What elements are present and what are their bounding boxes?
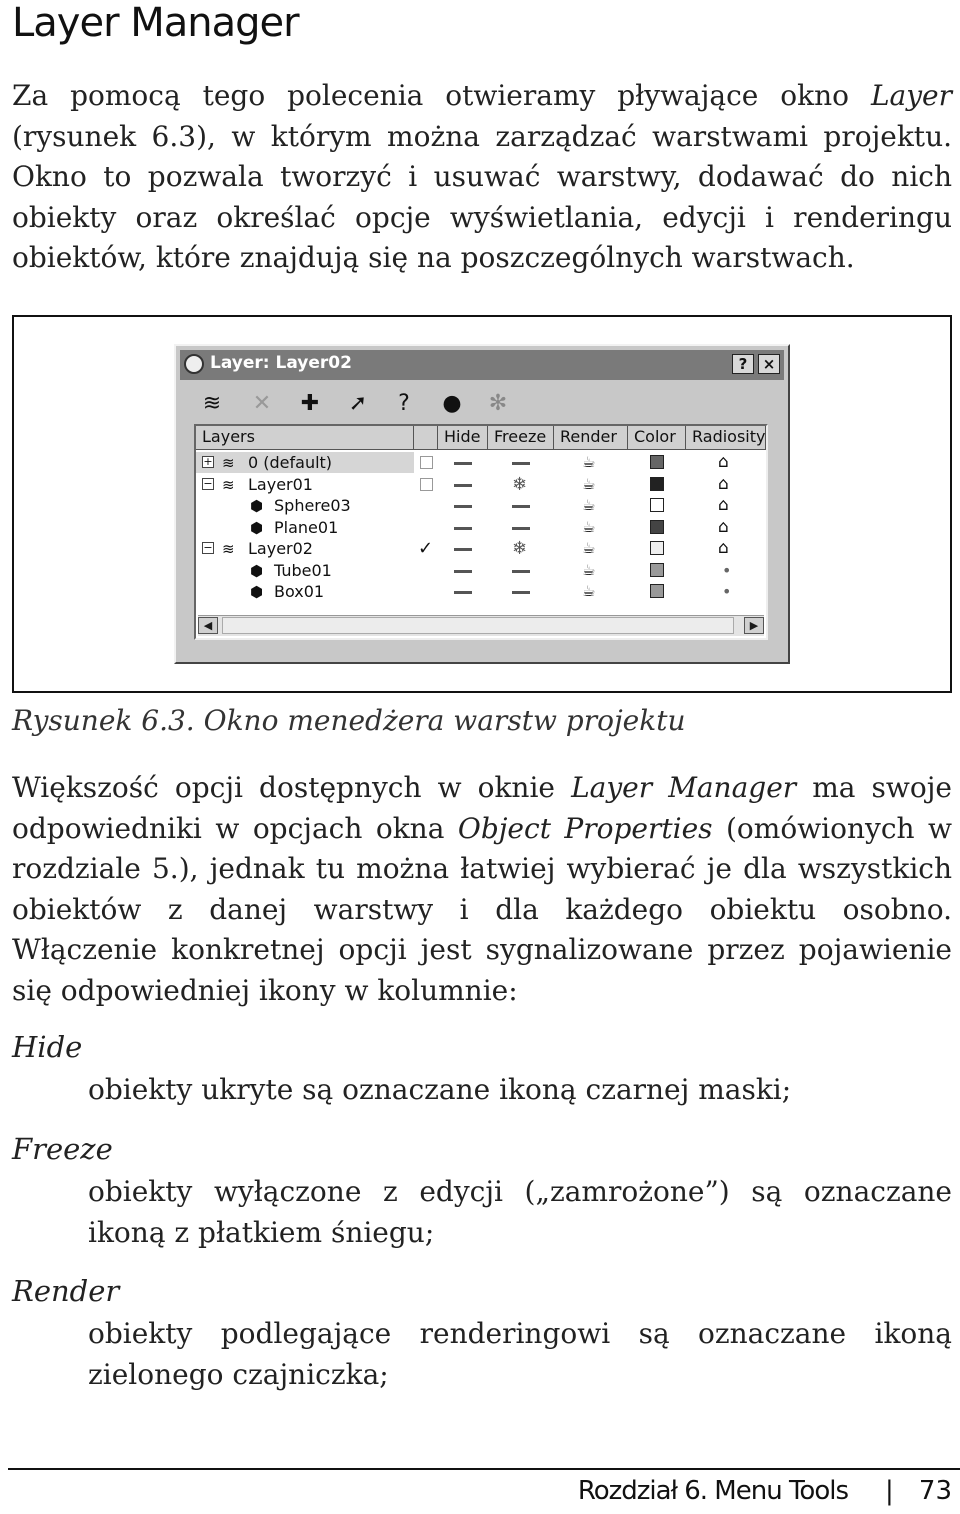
select-icon[interactable]: ➚	[348, 391, 368, 416]
layer-window	[174, 344, 790, 664]
hide-toggle-icon[interactable]	[454, 548, 472, 551]
hide-toggle-icon[interactable]	[454, 505, 472, 508]
layer-icon: ≋	[222, 454, 235, 472]
layer-name[interactable]: 0 (default)	[248, 453, 333, 472]
layer-name[interactable]: Tube01	[274, 560, 332, 580]
render-teapot-icon[interactable]: ☕	[582, 539, 596, 557]
definition-render: obiekty podlegające renderingowi są oznaczane ikoną zielonego czajniczka;	[88, 1317, 952, 1391]
radiosity-icon[interactable]: ⌂	[718, 495, 729, 515]
render-teapot-icon[interactable]: ☕	[582, 496, 596, 514]
render-teapot-icon[interactable]: ☕	[582, 474, 596, 493]
hide-toggle-icon[interactable]	[454, 527, 472, 530]
object-icon: ⬢	[250, 561, 264, 580]
layer-row[interactable]	[196, 538, 766, 559]
hide-all-icon[interactable]: ●	[442, 391, 462, 416]
page-heading: Layer Manager	[12, 0, 299, 46]
column-header-hide[interactable]: Hide	[438, 426, 488, 450]
scroll-thumb[interactable]	[222, 617, 734, 634]
column-header-freeze[interactable]: Freeze	[488, 426, 554, 450]
new-layer-icon[interactable]: ≋	[202, 391, 222, 416]
radiosity-icon[interactable]: ⌂	[718, 452, 729, 472]
active-checkbox[interactable]	[420, 456, 433, 469]
freeze-toggle-icon[interactable]	[512, 570, 530, 573]
expander-icon[interactable]: −	[203, 476, 213, 490]
text-run: Za pomocą tego polecenia otwieramy pływające okno	[12, 79, 871, 112]
figure-caption: Rysunek 6.3. Okno menedżera warstw projektu	[12, 704, 686, 737]
text-run: ma swoje odpowiedniki w opcjach okna	[12, 771, 952, 845]
app-logo-icon	[184, 354, 204, 374]
column-header-radiosity[interactable]: Radiosity	[686, 426, 766, 450]
render-teapot-icon[interactable]: ☕	[582, 453, 596, 471]
object-icon: ⬢	[250, 518, 264, 537]
footer-chapter: Rozdział 6. Menu Tools	[577, 1476, 848, 1506]
radiosity-icon[interactable]: ⌂	[718, 538, 729, 558]
layer-list	[194, 424, 768, 640]
hide-toggle-icon[interactable]	[454, 591, 472, 594]
text-run: Większość opcji dostępnych w oknie	[12, 771, 572, 804]
layer-row[interactable]	[196, 560, 766, 581]
column-header-color[interactable]: Color	[628, 426, 686, 450]
freeze-snowflake-icon[interactable]: ❄	[512, 538, 528, 559]
text-run: (omówionych w rozdziale 5.), jednak tu można łatwiej wybierać je dla wszystkich obiektów z danej warstwy i dla każdego obiektu osobno. Włączenie konkretnej opcji jest sygnalizowane przez pojawienie się odpowiedniej ikony w kolumnie:	[12, 811, 952, 1007]
close-button[interactable]: ×	[758, 354, 780, 374]
radiosity-icon[interactable]: ⌂	[718, 516, 729, 537]
freeze-snowflake-icon[interactable]: ❄	[512, 473, 528, 495]
color-swatch[interactable]	[650, 455, 664, 469]
term-freeze: Freeze	[12, 1132, 113, 1166]
expander-icon[interactable]: +	[203, 455, 213, 468]
active-checkbox[interactable]	[420, 478, 433, 491]
hide-toggle-icon[interactable]	[454, 570, 472, 573]
intro-paragraph	[12, 76, 952, 279]
freeze-toggle-icon[interactable]	[512, 591, 530, 594]
render-teapot-icon[interactable]: ☕	[582, 582, 596, 600]
layer-name[interactable]: Plane01	[274, 517, 339, 537]
text-run: (rysunek 6.3), w którym można zarządzać warstwami projektu. Okno to pozwala tworzyć i usuwać warstwy, dodawać do nich obiekty oraz określać opcje wyświetlania, edycji i renderingu obiektów, które znajdują się na poszczególnych warstwach.	[12, 119, 952, 275]
freeze-toggle-icon[interactable]	[512, 505, 530, 508]
object-icon: ⬢	[250, 497, 264, 515]
emphasis-object-properties: Object Properties	[457, 811, 713, 845]
color-swatch[interactable]	[650, 498, 664, 512]
term-render: Render	[12, 1274, 120, 1308]
layer-name[interactable]: Layer02	[248, 539, 313, 558]
hide-toggle-icon[interactable]	[454, 484, 472, 487]
column-header-layers[interactable]: Layers	[196, 426, 414, 450]
layer-icon: ≋	[222, 475, 235, 494]
color-swatch[interactable]	[650, 477, 664, 491]
footer-separator: |	[885, 1476, 894, 1506]
radiosity-icon[interactable]: ⌂	[718, 473, 729, 494]
radiosity-icon[interactable]: •	[722, 560, 732, 580]
horizontal-scrollbar[interactable]	[198, 615, 764, 636]
column-header-render[interactable]: Render	[554, 426, 628, 450]
render-teapot-icon[interactable]: ☕	[582, 560, 596, 579]
color-swatch[interactable]	[650, 541, 664, 555]
emphasis-layer: Layer	[870, 79, 952, 112]
page-number: 73	[918, 1476, 952, 1506]
layer-row[interactable]	[196, 452, 766, 473]
active-check-icon[interactable]: ✓	[418, 538, 434, 559]
layer-icon: ≋	[222, 540, 235, 558]
help-button[interactable]: ?	[732, 354, 754, 374]
layer-name[interactable]: Layer01	[248, 474, 313, 494]
add-to-layer-icon[interactable]: ✚	[300, 391, 320, 416]
column-header-active[interactable]	[414, 426, 438, 450]
definition-hide: obiekty ukryte są oznaczane ikoną czarnej maski;	[88, 1073, 792, 1106]
layer-name[interactable]: Box01	[274, 582, 325, 601]
color-swatch[interactable]	[650, 563, 664, 577]
definition-freeze: obiekty wyłączone z edycji („zamrożone”) są oznaczane ikoną z płatkiem śniegu;	[88, 1175, 952, 1249]
footer-rule	[8, 1468, 960, 1470]
window-title: Layer: Layer02	[210, 353, 352, 373]
layer-row[interactable]	[196, 474, 766, 495]
delete-icon[interactable]: ✕	[252, 391, 272, 416]
scroll-left-icon[interactable]: ◀	[198, 617, 218, 634]
color-swatch[interactable]	[650, 584, 664, 598]
layer-row[interactable]	[196, 495, 766, 516]
render-teapot-icon[interactable]: ☕	[582, 517, 596, 536]
radiosity-icon[interactable]: •	[722, 582, 732, 601]
layer-row[interactable]	[196, 581, 766, 602]
page-footer	[0, 1476, 960, 1512]
scroll-right-icon[interactable]: ▶	[744, 617, 764, 634]
term-hide: Hide	[12, 1030, 83, 1064]
body-paragraph	[12, 768, 952, 1012]
hide-toggle-icon[interactable]	[454, 462, 472, 465]
object-icon: ⬢	[250, 583, 264, 601]
freeze-toggle-icon[interactable]	[512, 462, 530, 465]
select-highlight-icon[interactable]: ?	[398, 391, 410, 416]
layer-name[interactable]: Sphere03	[274, 496, 351, 515]
window-titlebar[interactable]	[180, 350, 784, 380]
emphasis-layer-manager: Layer Manager	[571, 771, 797, 804]
freeze-toggle-icon[interactable]	[512, 527, 530, 530]
freeze-all-icon[interactable]: ✻	[488, 391, 508, 416]
layer-row[interactable]	[196, 517, 766, 538]
expander-icon[interactable]: −	[203, 541, 213, 554]
color-swatch[interactable]	[650, 520, 664, 534]
